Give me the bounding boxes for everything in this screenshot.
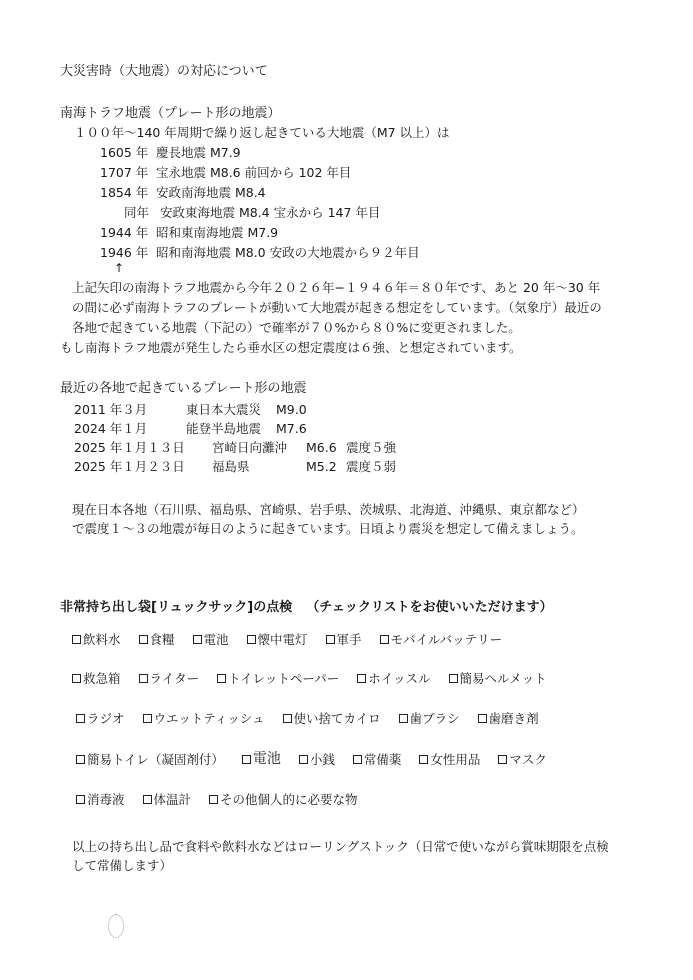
document-title: 大災害時（大地震）の対応について bbox=[60, 64, 268, 79]
recent-row bbox=[74, 459, 396, 474]
arrow-marker: ↑ bbox=[114, 261, 125, 275]
checklist-item-label: ライター bbox=[149, 671, 200, 686]
nankai-paragraph-line: 上記矢印の南海トラフ地震から今年２０２６年−１９４６年＝８０年です、あと 20 年〜30 年 bbox=[72, 280, 601, 295]
checklist-row bbox=[72, 632, 516, 647]
event-desc: 慶長地震 M7.9 bbox=[156, 145, 241, 160]
event-row bbox=[100, 225, 278, 240]
checklist-item[interactable] bbox=[242, 751, 281, 768]
checklist-item[interactable] bbox=[72, 632, 121, 647]
recent-date: 2025 年１月２３日 bbox=[74, 459, 185, 474]
event-year: 1854 年 bbox=[100, 185, 149, 200]
recent-row bbox=[74, 440, 396, 455]
checklist-item[interactable] bbox=[380, 632, 503, 647]
recent-magnitude: M6.6 bbox=[306, 440, 337, 455]
recent-magnitude: M9.0 bbox=[276, 402, 307, 417]
checkbox[interactable] bbox=[143, 714, 152, 723]
checklist-item-label: 飲料水 bbox=[83, 632, 121, 647]
checkbox[interactable] bbox=[299, 755, 308, 764]
event-desc: 安政東海地震 M8.4 宝永から 147 年目 bbox=[160, 205, 381, 220]
checklist-row bbox=[76, 711, 553, 726]
checkbox[interactable] bbox=[449, 674, 458, 683]
checkbox[interactable] bbox=[217, 674, 226, 683]
checkbox[interactable] bbox=[139, 635, 148, 644]
checklist-item[interactable] bbox=[76, 752, 224, 767]
footer-line: 以上の持ち出し品で食料や飲料水などはローリングストック（日常で使いながら賞味期限を点検 bbox=[72, 839, 609, 854]
checkbox[interactable] bbox=[76, 755, 85, 764]
event-row bbox=[100, 185, 266, 200]
checklist-item-label: ウエットティッシュ bbox=[153, 711, 265, 726]
checklist-item[interactable] bbox=[217, 671, 339, 686]
checklist-item-label: ホイッスル bbox=[368, 671, 431, 686]
checklist-item-label: 簡易トイレ（凝固剤付） bbox=[87, 751, 224, 767]
checklist-item[interactable] bbox=[299, 752, 335, 767]
checklist-title-text: 非常持ち出し袋[リュックサック]の点検 bbox=[60, 600, 293, 615]
checklist-item[interactable] bbox=[209, 792, 358, 807]
checklist-title bbox=[60, 600, 553, 616]
checklist-item[interactable] bbox=[449, 671, 547, 686]
nankai-paragraph-line: 各地で起きている地震（下記の）で確率が７０%から８０%に変更されました。 bbox=[72, 320, 521, 335]
checklist-item-label: 歯磨き剤 bbox=[488, 711, 539, 726]
footer-line: して常備します） bbox=[72, 858, 173, 873]
recent-date: 2011 年３月 bbox=[74, 402, 148, 417]
checklist-item-label: ラジオ bbox=[87, 711, 125, 726]
checklist-item-label: トイレットペーパー bbox=[228, 671, 340, 686]
checklist-row bbox=[76, 751, 561, 768]
recent-intensity: 震度５強 bbox=[346, 440, 397, 455]
checkbox[interactable] bbox=[72, 674, 81, 683]
checklist-item-label: 女性用品 bbox=[430, 751, 481, 767]
checklist-item[interactable] bbox=[76, 792, 125, 807]
checklist-item-label: 食糧 bbox=[149, 632, 175, 647]
checklist-item[interactable] bbox=[139, 632, 175, 647]
recent-place: 宮崎日向灘沖 bbox=[212, 440, 288, 455]
event-row bbox=[100, 245, 420, 260]
event-year: 同年 bbox=[124, 205, 150, 220]
checklist-item-label: その他個人的に必要な物 bbox=[220, 792, 358, 807]
checkbox[interactable] bbox=[143, 795, 152, 804]
event-year: 1944 年 bbox=[100, 225, 149, 240]
checklist-item-label: 軍手 bbox=[336, 632, 362, 647]
recent-row bbox=[74, 402, 307, 417]
recent-place: 福島県 bbox=[212, 459, 250, 474]
checklist-item-label: 電池 bbox=[252, 751, 281, 767]
recent-intensity: 震度５弱 bbox=[346, 459, 397, 474]
checkbox[interactable] bbox=[209, 795, 218, 804]
event-year: 1605 年 bbox=[100, 145, 149, 160]
checklist-row bbox=[72, 671, 561, 686]
checklist-item[interactable] bbox=[357, 671, 430, 686]
checkbox[interactable] bbox=[326, 635, 335, 644]
checklist-item[interactable] bbox=[143, 711, 265, 726]
checklist-item-label: 消毒液 bbox=[87, 792, 125, 807]
checklist-item-label: 救急箱 bbox=[83, 671, 121, 686]
checkbox[interactable] bbox=[498, 755, 507, 764]
nankai-heading: 南海トラフ地震（プレート形の地震） bbox=[60, 106, 281, 121]
checkbox[interactable] bbox=[76, 795, 85, 804]
checklist-item[interactable] bbox=[72, 671, 121, 686]
recent-paragraph-line: で震度１〜３の地震が毎日のように起きています。日頃より震災を想定して備えましょう。 bbox=[72, 521, 584, 536]
checkbox[interactable] bbox=[357, 674, 366, 683]
event-desc: 昭和東南海地震 M7.9 bbox=[156, 225, 279, 240]
checklist-item-label: モバイルバッテリー bbox=[390, 632, 503, 647]
checklist-item[interactable] bbox=[498, 752, 547, 767]
checklist-item[interactable] bbox=[143, 792, 192, 807]
event-desc: 昭和南海地震 M8.0 安政の大地震から９２年目 bbox=[156, 245, 420, 260]
checklist-item-label: 懐中電灯 bbox=[257, 632, 308, 647]
checklist-row bbox=[76, 792, 372, 807]
checklist-item-label: 体温計 bbox=[153, 792, 192, 807]
recent-date: 2025 年１月１３日 bbox=[74, 440, 185, 455]
checkbox[interactable] bbox=[139, 674, 148, 683]
checklist-item[interactable] bbox=[247, 632, 308, 647]
checkbox[interactable] bbox=[247, 635, 256, 644]
nankai-intro: １００年〜140 年周期で繰り返し起きている大地震（M7 以上）は bbox=[74, 125, 450, 140]
checklist-item[interactable] bbox=[353, 752, 402, 767]
checkbox[interactable] bbox=[242, 755, 251, 764]
checkbox[interactable] bbox=[72, 635, 81, 644]
event-row bbox=[100, 145, 241, 160]
checkbox[interactable] bbox=[478, 714, 487, 723]
recent-magnitude: M5.2 bbox=[306, 459, 337, 474]
checklist-item-label: 簡易ヘルメット bbox=[459, 671, 547, 686]
checkbox[interactable] bbox=[76, 714, 85, 723]
checklist-item[interactable] bbox=[76, 711, 125, 726]
event-desc: 宝永地震 M8.6 前回から 102 年目 bbox=[156, 165, 352, 180]
checklist-item-label: 電池 bbox=[203, 632, 229, 647]
checklist-item[interactable] bbox=[139, 671, 200, 686]
checkbox[interactable] bbox=[283, 714, 292, 723]
checklist-item-label: マスク bbox=[509, 751, 547, 767]
recent-magnitude: M7.6 bbox=[276, 421, 307, 436]
recent-paragraph-line: 現在日本各地（石川県、福島県、宮崎県、岩手県、茨城県、北海道、沖縄県、東京都など） bbox=[72, 502, 585, 517]
checklist-item[interactable] bbox=[478, 711, 539, 726]
checklist-item[interactable] bbox=[419, 752, 480, 767]
checklist-item[interactable] bbox=[326, 632, 362, 647]
checkbox[interactable] bbox=[193, 635, 202, 644]
event-row bbox=[124, 205, 380, 220]
nankai-paragraph-line: の間に必ず南海トラフのプレートが動いて大地震が起きる想定をしています。（気象庁）最近の bbox=[72, 300, 602, 315]
checklist-item[interactable] bbox=[283, 711, 381, 726]
event-row bbox=[100, 165, 351, 180]
checklist-item-label: 使い捨てカイロ bbox=[293, 711, 381, 726]
checkbox[interactable] bbox=[399, 714, 408, 723]
recent-row bbox=[74, 421, 307, 436]
event-desc: 安政南海地震 M8.4 bbox=[156, 185, 266, 200]
recent-date: 2024 年１月 bbox=[74, 421, 148, 436]
checklist-item-label: 小銭 bbox=[309, 751, 335, 767]
checklist-item-label: 歯ブラシ bbox=[409, 711, 460, 726]
faint-stamp-mark bbox=[108, 914, 124, 938]
nankai-paragraph-line: もし南海トラフ地震が発生したら垂水区の想定震度は６強、と想定されています。 bbox=[60, 340, 522, 355]
checklist-item[interactable] bbox=[193, 632, 229, 647]
checklist-subtitle: （チェックリストをお使いいただけます） bbox=[306, 600, 553, 615]
recent-place: 東日本大震災 bbox=[186, 402, 262, 417]
checklist-item-label: 常備薬 bbox=[363, 751, 402, 767]
checkbox[interactable] bbox=[353, 755, 362, 764]
checkbox[interactable] bbox=[380, 635, 389, 644]
recent-place: 能登半島地震 bbox=[186, 421, 262, 436]
checklist-item[interactable] bbox=[399, 711, 460, 726]
checkbox[interactable] bbox=[419, 755, 428, 764]
event-year: 1707 年 bbox=[100, 165, 149, 180]
recent-heading: 最近の各地で起きているプレート形の地震 bbox=[60, 381, 307, 396]
event-year: 1946 年 bbox=[100, 245, 149, 260]
